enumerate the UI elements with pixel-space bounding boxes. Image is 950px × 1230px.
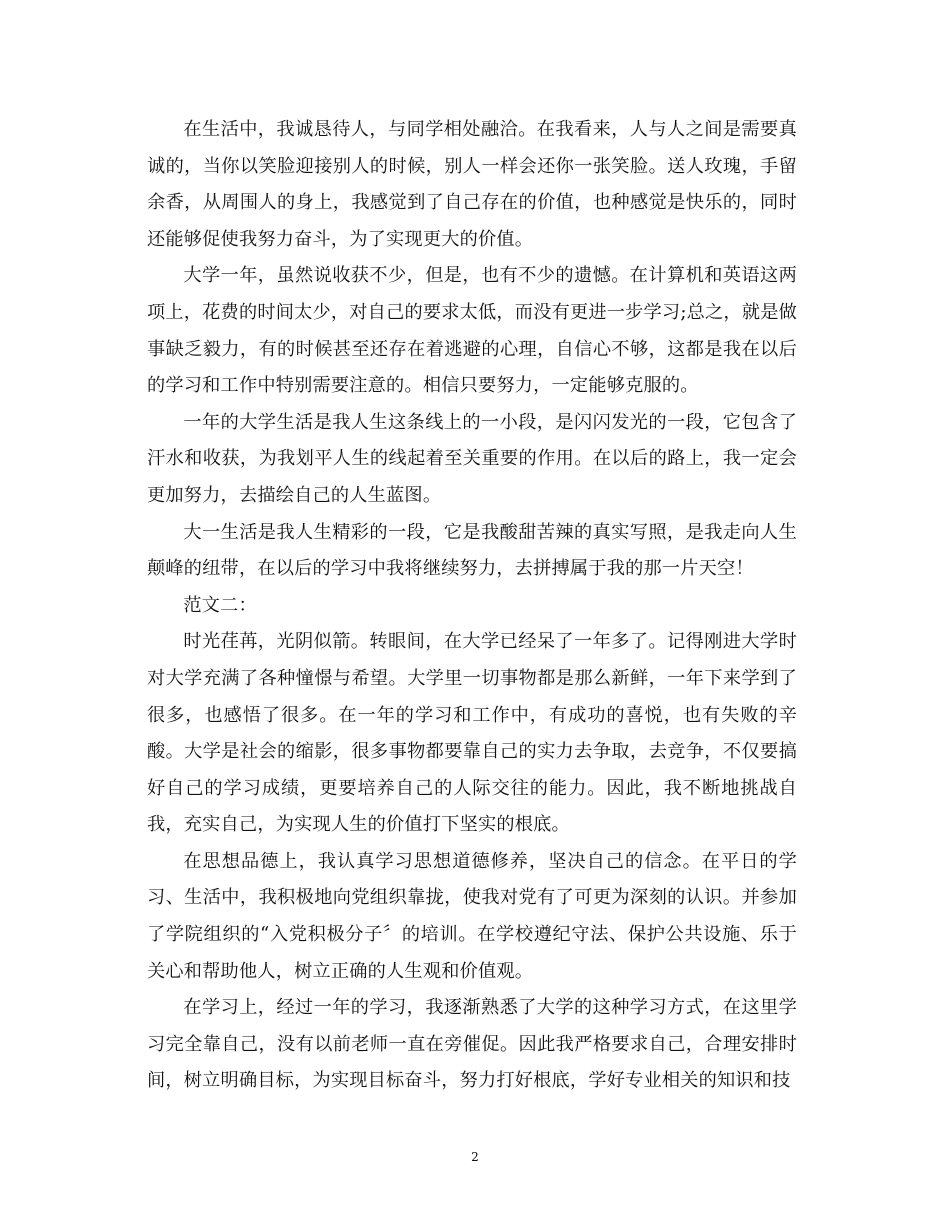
paragraph-8: 在学习上，经过一年的学习，我逐渐熟悉了大学的这种学习方式，在这里学习完全靠自己，没有以前老师一直在旁催促。因此我严格要求自己，合理安排时间，树立明确目标，为实现目标奋斗，努力打好根底，学好专业相关的知识和技 xyxy=(147,997,797,1092)
paragraph-6: 时光荏苒，光阴似箭。转眼间，在大学已经呆了一年多了。记得刚进大学时对大学充满了各种憧憬与希望。大学里一切事物都是那么新鲜，一年下来学到了很多，也感悟了很多。在一年的学习和工作中，有成功的喜悦，也有失败的辛酸。大学是社会的缩影，很多事物都要靠自己的实力去争取，去竞争，不仅要搞好自己的学习成绩，更要培养自己的人际交往的能力。因此，我不断地挑战自我，充实自己，为实现人生的价值打下坚实的根底。 xyxy=(147,631,797,836)
paragraph-1: 在生活中，我诚恳待人，与同学相处融洽。在我看来，人与人之间是需要真诚的，当你以笑脸迎接别人的时候，别人一样会还你一张笑脸。送人玫瑰，手留余香，从周围人的身上，我感觉到了自己存在的价值，也种感觉是快乐的，同时还能够促使我努力奋斗，为了实现更大的价值。 xyxy=(147,119,797,250)
document-body xyxy=(147,112,797,1100)
section-heading-sample-two: 范文二： xyxy=(183,594,257,616)
paragraph-3: 一年的大学生活是我人生这条线上的一小段，是闪闪发光的一段，它包含了汗水和收获，为我划平人生的线起着至关重要的作用。在以后的路上，我一定会更加努力，去描绘自己的人生蓝图。 xyxy=(147,411,797,506)
page-number: 2 xyxy=(471,1150,479,1164)
paragraph-4: 大一生活是我人生精彩的一段，它是我酸甜苦辣的真实写照，是我走向人生颠峰的纽带，在以后的学习中我将继续努力，去拼搏属于我的那一片天空！ xyxy=(147,521,797,580)
paragraph-2: 大学一年，虽然说收获不少，但是，也有不少的遗憾。在计算机和英语这两项上，花费的时间太少，对自己的要求太低，而没有更进一步学习;总之，就是做事缺乏毅力，有的时候甚至还存在着逃避的心理，自信心不够，这都是我在以后的学习和工作中特别需要注意的。相信只要努力，一定能够克服的。 xyxy=(147,265,797,397)
paragraph-7: 在思想品德上，我认真学习思想道德修养，坚决自己的信念。在平日的学习、生活中，我积极地向党组织靠拢，使我对党有了可更为深刻的认识。并参加了学院组织的“入党积极分子〞的培训。在学校遵纪守法、保护公共设施、乐于关心和帮助他人，树立正确的人生观和价值观。 xyxy=(147,850,797,982)
